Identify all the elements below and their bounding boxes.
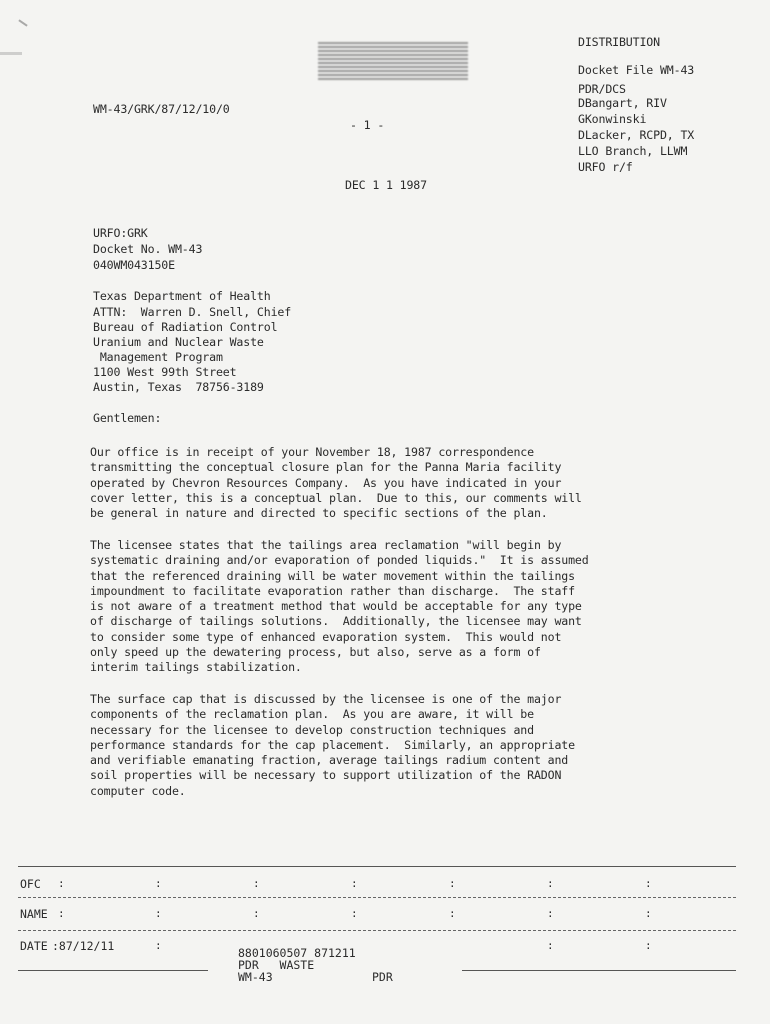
paragraph-line: of discharge of tailings solutions. Additionally, the licensee may want bbox=[90, 614, 582, 629]
address-line: 1100 West 99th Street bbox=[93, 365, 237, 379]
footer-row-rule bbox=[18, 897, 736, 898]
address-line: Bureau of Radiation Control bbox=[93, 320, 278, 334]
distribution-line: DLacker, RCPD, TX bbox=[578, 128, 695, 142]
body-paragraph bbox=[90, 692, 690, 799]
body-paragraph bbox=[90, 538, 690, 676]
paragraph-line: be general in nature and directed to specific sections of the plan. bbox=[90, 506, 548, 521]
address-line: Management Program bbox=[93, 350, 223, 364]
paragraph-line: Our office is in receipt of your November 18, 1987 correspondence bbox=[90, 445, 534, 459]
distribution-line: PDR/DCS bbox=[578, 82, 626, 96]
footer-bottom-rule bbox=[462, 970, 736, 971]
date-value: :87/12/11 bbox=[52, 939, 115, 953]
distribution-line: DBangart, RIV bbox=[578, 96, 667, 110]
paragraph-line: and verifiable emanating fraction, average tailings radium content and bbox=[90, 753, 569, 768]
paragraph-line: to consider some type of enhanced evaporation system. This would not bbox=[90, 629, 562, 644]
document-stamp-line: PDR bbox=[372, 970, 393, 984]
address-line: Austin, Texas 78756-3189 bbox=[93, 380, 264, 394]
scan-mark bbox=[0, 52, 22, 55]
address-line: Texas Department of Health bbox=[93, 289, 271, 303]
document-stamp-line: PDR WASTE bbox=[238, 958, 315, 972]
paragraph-line: The surface cap that is discussed by the licensee is one of the major bbox=[90, 692, 562, 706]
paragraph-line: systematic draining and/or evaporation of ponded liquids." It is assumed bbox=[90, 553, 589, 568]
footer-bottom-rule bbox=[18, 970, 208, 971]
letter-date: DEC 1 1 1987 bbox=[345, 178, 427, 192]
field-separator: : bbox=[58, 907, 65, 920]
paragraph-line: is not aware of a treatment method that would be acceptable for any type bbox=[90, 599, 582, 614]
distribution-title: DISTRIBUTION bbox=[578, 35, 660, 49]
distribution-line: LLO Branch, LLWM bbox=[578, 144, 688, 158]
paragraph-line: impoundment to facilitate evaporation rather than discharge. The staff bbox=[90, 583, 575, 598]
address-line: Uranium and Nuclear Waste bbox=[93, 335, 264, 349]
scan-mark bbox=[18, 19, 27, 26]
date-label: DATE bbox=[20, 939, 48, 953]
file-ref: Docket No. WM-43 bbox=[93, 242, 203, 256]
paragraph-line: The licensee states that the tailings area reclamation "will begin by bbox=[90, 538, 562, 552]
paragraph-line: transmitting the conceptual closure plan for the Panna Maria facility bbox=[90, 460, 562, 475]
ofc-label: OFC bbox=[20, 877, 41, 891]
paragraph-line: operated by Chevron Resources Company. As you have indicated in your bbox=[90, 475, 562, 490]
paragraph-line: cover letter, this is a conceptual plan. Due to this, our comments will bbox=[90, 490, 582, 505]
field-separator: : bbox=[58, 877, 65, 890]
page-number: - 1 - bbox=[350, 118, 385, 132]
distribution-line: Docket File WM-43 bbox=[578, 63, 695, 77]
file-ref: URFO:GRK bbox=[93, 226, 148, 240]
reference-number: WM-43/GRK/87/12/10/0 bbox=[93, 102, 230, 116]
address-line: ATTN: Warren D. Snell, Chief bbox=[93, 305, 292, 319]
paragraph-line: only speed up the dewatering process, but also, serve as a form of bbox=[90, 645, 541, 660]
body-paragraph bbox=[90, 445, 690, 521]
paragraph-line: necessary for the licensee to develop construction techniques and bbox=[90, 722, 534, 737]
document-stamp-line: 8801060507 871211 bbox=[238, 946, 356, 960]
file-ref: 040WM043150E bbox=[93, 258, 175, 272]
paragraph-line: computer code. bbox=[90, 783, 186, 798]
footer-row-rule bbox=[18, 930, 736, 931]
paragraph-line: components of the reclamation plan. As you are aware, it will be bbox=[90, 707, 534, 722]
redaction-blot bbox=[318, 42, 468, 80]
name-label: NAME bbox=[20, 907, 48, 921]
paragraph-line: performance standards for the cap placement. Similarly, an appropriate bbox=[90, 737, 575, 752]
paragraph-line: soil properties will be necessary to support utilization of the RADON bbox=[90, 768, 562, 783]
paragraph-line: that the referenced draining will be water movement within the tailings bbox=[90, 568, 575, 583]
footer-top-rule bbox=[18, 866, 736, 867]
distribution-line: GKonwinski bbox=[578, 112, 647, 126]
document-stamp-line: WM-43 bbox=[238, 970, 273, 984]
paragraph-line: interim tailings stabilization. bbox=[90, 660, 302, 675]
distribution-line: URFO r/f bbox=[578, 160, 633, 174]
salutation: Gentlemen: bbox=[93, 411, 162, 425]
